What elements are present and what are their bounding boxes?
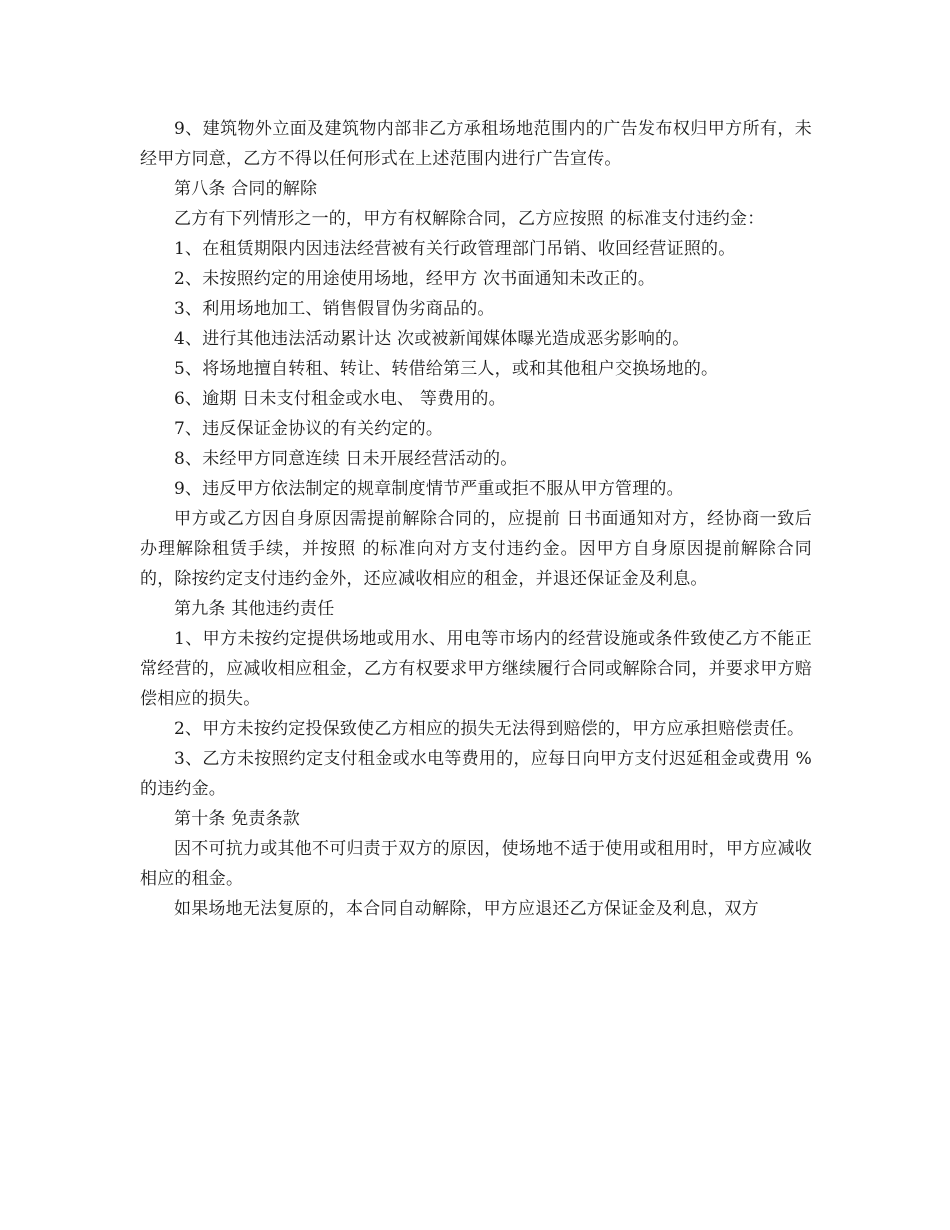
termination-intro: 乙方有下列情形之一的，甲方有权解除合同，乙方应按照 的标准支付违约金： <box>174 209 765 229</box>
article-9-heading: 第九条 其他违约责任 <box>174 599 335 619</box>
termination-item-8: 8、未经甲方同意连续 日未开展经营活动的。 <box>174 449 518 469</box>
termination-item-2: 2、未按照约定的用途使用场地，经甲方 次书面通知未改正的。 <box>174 269 656 289</box>
irrecoverable-site-paragraph: 如果场地无法复原的，本合同自动解除，甲方应退还乙方保证金及利息，双方 <box>174 899 759 919</box>
force-majeure-paragraph: 因不可抗力或其他不可归责于双方的原因，使场地不适于使用或租用时，甲方应减收相应的租金。 <box>140 839 812 889</box>
termination-item-9: 9、违反甲方依法制定的规章制度情节严重或拒不服从甲方管理的。 <box>174 479 684 499</box>
termination-item-1: 1、在租赁期限内因违法经营被有关行政管理部门吊销、收回经营证照的。 <box>174 239 736 259</box>
liability-item-1: 1、甲方未按约定提供场地或用水、用电等市场内的经营设施或条件致使乙方不能正常经营的，应减收相应租金，乙方有权要求甲方继续履行合同或解除合同，并要求甲方赔偿相应的损失。 <box>140 629 812 709</box>
liability-item-2: 2、甲方未按约定投保致使乙方相应的损失无法得到赔偿的，甲方应承担赔偿责任。 <box>174 719 805 739</box>
termination-item-6: 6、逾期 日未支付租金或水电、 等费用的。 <box>174 389 506 409</box>
clause-9-advertising: 9、建筑物外立面及建筑物内部非乙方承租场地范围内的广告发布权归甲方所有，未经甲方同意，乙方不得以任何形式在上述范围内进行广告宣传。 <box>140 119 812 169</box>
termination-item-7: 7、违反保证金协议的有关约定的。 <box>174 419 444 439</box>
termination-item-3: 3、利用场地加工、销售假冒伪劣商品的。 <box>174 299 495 319</box>
article-10-heading: 第十条 免责条款 <box>174 809 301 829</box>
termination-item-5: 5、将场地擅自转租、转让、转借给第三人，或和其他租户交换场地的。 <box>174 359 719 379</box>
article-8-heading: 第八条 合同的解除 <box>174 179 318 199</box>
liability-item-3: 3、乙方未按照约定支付租金或水电等费用的，应每日向甲方支付迟延租金或费用 %的违约金。 <box>140 749 812 799</box>
termination-item-4: 4、进行其他违法活动累计达 次或被新闻媒体曝光造成恶劣影响的。 <box>174 329 690 349</box>
early-termination-paragraph: 甲方或乙方因自身原因需提前解除合同的，应提前 日书面通知对方，经协商一致后办理解除租赁手续，并按照 的标准向对方支付违约金。因甲方自身原因提前解除合同的，除按约定支付违约金外，还应减收相应的租金，并退还保证金及利息。 <box>140 509 812 589</box>
document-body <box>140 114 812 924</box>
